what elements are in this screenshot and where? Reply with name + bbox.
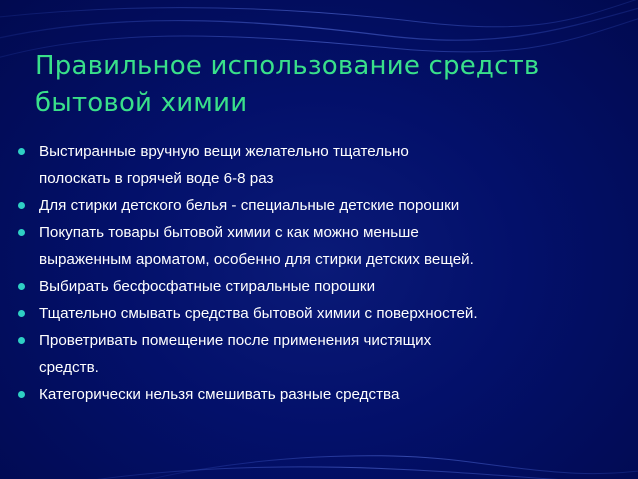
bullet-text: выраженным ароматом, особенно для стирки детских вещей. bbox=[39, 251, 474, 268]
bullet-text: Для стирки детского белья - специальные детские порошки bbox=[39, 197, 460, 214]
wave-line bbox=[60, 467, 638, 479]
wave-line bbox=[0, 5, 638, 40]
slide-title-line: бытовой химии bbox=[35, 88, 248, 118]
bullet-dot-icon bbox=[18, 283, 25, 290]
bullet-dot-icon bbox=[18, 310, 25, 317]
bullet-item bbox=[0, 138, 638, 192]
bullet-text: средств. bbox=[39, 359, 99, 376]
slide-title bbox=[35, 48, 625, 122]
bullet-item bbox=[0, 273, 638, 300]
bullet-item bbox=[0, 192, 638, 219]
bullet-item bbox=[0, 219, 638, 273]
bullet-item bbox=[0, 300, 638, 327]
bullet-dot-icon bbox=[18, 202, 25, 209]
bullet-dot-icon bbox=[18, 391, 25, 398]
bullet-text: полоскать в горячей воде 6-8 раз bbox=[39, 170, 274, 187]
slide-title-line: Правильное использование средств bbox=[35, 51, 540, 81]
bullet-text: Выбирать бесфосфатные стиральные порошки bbox=[39, 278, 376, 295]
bullet-text: Выстиранные вручную вещи желательно тщательно bbox=[39, 143, 409, 160]
bullet-text: Проветривать помещение после применения чистящих bbox=[39, 332, 432, 349]
bullet-text: Тщательно смывать средства бытовой химии с поверхностей. bbox=[39, 305, 478, 322]
bullet-item bbox=[0, 327, 638, 381]
bullet-dot-icon bbox=[18, 337, 25, 344]
bullet-dot-icon bbox=[18, 229, 25, 236]
bullet-item bbox=[0, 381, 638, 408]
wave-line bbox=[0, 0, 638, 27]
bullet-list bbox=[0, 138, 638, 408]
wave-line bbox=[150, 456, 638, 479]
bullet-text: Покупать товары бытовой химии с как можно меньше bbox=[39, 224, 419, 241]
bullet-dot-icon bbox=[18, 148, 25, 155]
bullet-text: Категорически нельзя смешивать разные средства bbox=[39, 386, 400, 403]
